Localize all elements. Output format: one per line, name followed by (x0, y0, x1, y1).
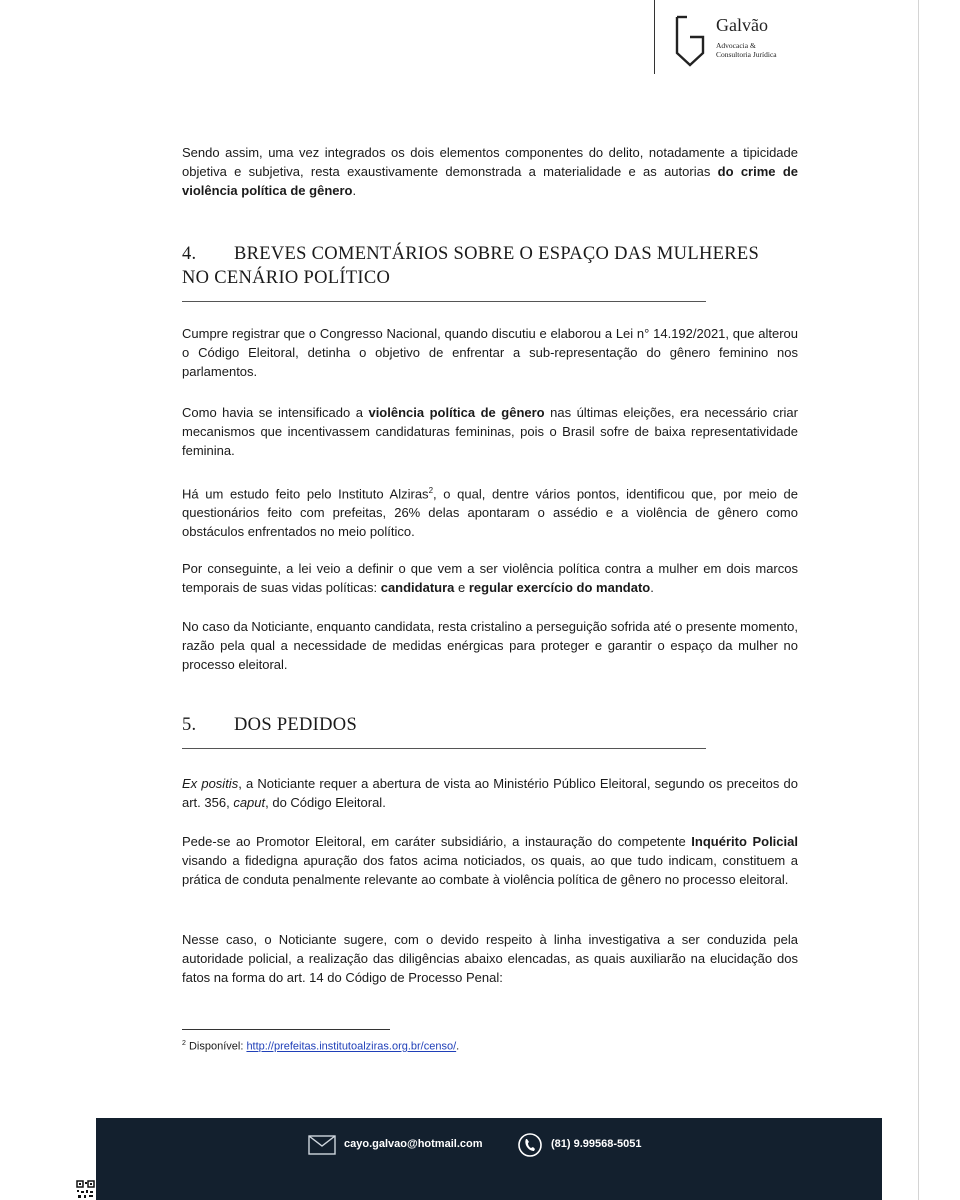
section4-paragraph-2 (182, 403, 798, 460)
footnote (182, 1040, 459, 1053)
logo-subtitle-line1: Advocacia & (716, 41, 756, 50)
s5p1-b: , a Noticiante requer a abertura de vista ao Ministério Público Eleitoral, segundo os preceitos do art. 356, (182, 776, 798, 810)
section5-paragraph-1 (182, 774, 798, 812)
s4p4-bold-2: regular exercício do mandato (468, 580, 651, 595)
s4p3-b: , o qual, dentre vários pontos, identificou que, por meio de questionários feito com prefeitas, 26% delas apontaram o assédio e a violência de gênero como obstáculos enfrentados no meio político. (182, 486, 798, 540)
intro-text: Sendo assim, uma vez integrados os dois elementos componentes do delito, notadamente a tipicidade objetiva e subjetiva, resta exaustivamente demonstrada a materialidade e as autorias (182, 145, 798, 179)
s4p4-e: . (650, 580, 654, 595)
section5-rule (182, 748, 706, 749)
footer-phone[interactable]: (81) 9.99568-5051 (551, 1138, 642, 1150)
section5-p2-wrap (182, 832, 798, 889)
section5-heading (182, 713, 798, 737)
section4-p5-wrap (182, 617, 798, 674)
mail-icon (308, 1135, 336, 1155)
section4-paragraph-5: No caso da Noticiante, enquanto candidata, resta cristalino a perseguição sofrida até o presente momento, razão pela qual a necessidade de medidas enérgicas para proteger e garantir o espaço da mulher no processo eleitoral. (182, 619, 798, 672)
footer-email[interactable]: cayo.galvao@hotmail.com (344, 1138, 483, 1150)
s4p4-bold-1: candidatura (380, 580, 455, 595)
s5p2-a: Pede-se ao Promotor Eleitoral, em caráter subsidiário, a instauração do competente (182, 834, 692, 849)
s4p2-c: nas últimas eleições, era necessário criar mecanismos que incentivassem candidaturas femininas, pois o Brasil sofre de baixa representatividade feminina. (182, 405, 798, 458)
section4-rule (182, 301, 706, 302)
section4-heading (182, 242, 798, 290)
intro-bold: do crime de violência política de gênero (182, 164, 798, 198)
footnote-rule (182, 1029, 390, 1030)
galvao-logo-icon (673, 15, 707, 67)
s5p1-italic-1: Ex positis (182, 776, 239, 791)
section4-number: 4. (182, 244, 197, 264)
footnote-label: Disponível: (185, 1040, 247, 1053)
section4-body (182, 324, 798, 381)
s5p1-d: , do Código Eleitoral. (265, 795, 386, 810)
section4-p3-wrap (182, 481, 798, 541)
logo-divider (654, 0, 655, 74)
footer-bar (96, 1118, 882, 1200)
s5p2-c: visando a fidedigna apuração dos fatos acima noticiados, os quais, ao que tudo indicam, constituem a prática de conduta penalmente relevante ao combate à violência política de gênero no processo eleitoral. (182, 853, 798, 887)
section4-p4-wrap (182, 559, 798, 597)
document-body (182, 143, 798, 200)
qr-code-icon (76, 1180, 96, 1200)
section5-p3-wrap (182, 930, 798, 987)
footnote-ref: 2 (428, 486, 434, 495)
section5-paragraph-3: Nesse caso, o Noticiante sugere, com o devido respeito à linha investigativa a ser conduzida pela autoridade policial, a realização das diligências abaixo elencadas, as quais auxiliarão na elucidação dos fatos na forma do art. 14 do Código de Processo Penal: (182, 932, 798, 985)
logo-name: Galvão (716, 15, 768, 35)
section4-p2-wrap (182, 403, 798, 460)
section4-paragraph-3 (182, 481, 798, 541)
section4-title-text: BREVES COMENTÁRIOS SOBRE O ESPAÇO DAS MULHERES (234, 244, 760, 264)
logo-subtitle (716, 41, 777, 59)
s4p3-a: Há um estudo feito pelo Instituto Alziras (182, 486, 429, 502)
section4-paragraph-1: Cumpre registrar que o Congresso Nacional, quando discutiu e elaborou a Lei n° 14.192/2021, que alterou o Código Eleitoral, detinha o objetivo de enfrentar a sub-representação do gênero feminino nos parlamentos. (182, 326, 798, 379)
section5-number: 5. (182, 715, 197, 735)
s5p2-bold: Inquérito Policial (691, 834, 798, 849)
section5-paragraph-2 (182, 832, 798, 889)
s4p4-c: e (454, 580, 469, 595)
section4-paragraph-4 (182, 559, 798, 597)
footnote-marker: 2 (182, 1040, 186, 1047)
section4-title-line2: NO CENÁRIO POLÍTICO (182, 268, 391, 288)
footnote-end: . (456, 1040, 460, 1053)
phone-icon (517, 1132, 543, 1158)
s5p1-italic-2: caput (233, 795, 266, 810)
footnote-link[interactable]: http://prefeitas.institutoalziras.org.br/censo/ (246, 1040, 457, 1053)
s4p2-bold: violência política de gênero (368, 405, 545, 420)
intro-paragraph (182, 143, 798, 200)
intro-end: . (352, 183, 357, 198)
section5-title: DOS PEDIDOS (234, 715, 358, 735)
s4p4-a: Por conseguinte, a lei veio a definir o que vem a ser violência política contra a mulher em dois marcos temporais de suas vidas políticas: (182, 561, 798, 595)
logo-subtitle-line2: Consultoria Jurídica (716, 50, 777, 59)
page-edge-line (918, 0, 919, 1200)
section5-p1-wrap (182, 774, 798, 812)
section4-title-line1 (182, 242, 798, 266)
s4p2-a: Como havia se intensificado a (182, 405, 369, 420)
